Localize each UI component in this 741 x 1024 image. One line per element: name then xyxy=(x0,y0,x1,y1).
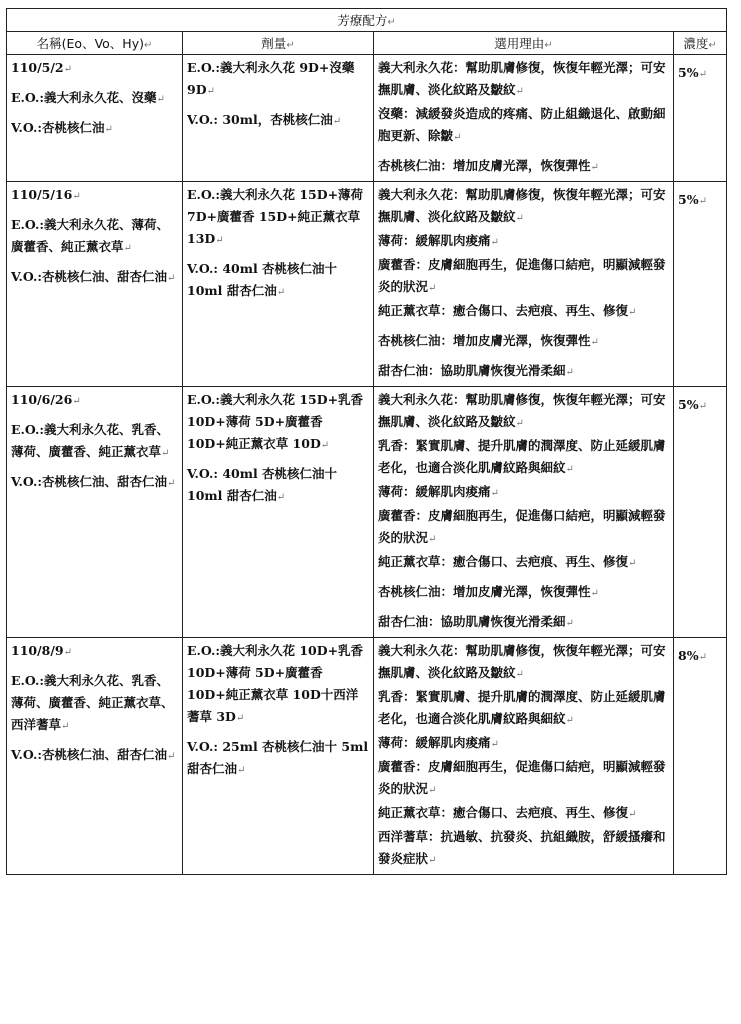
paragraph-mark-icon xyxy=(167,478,175,489)
formula-dose-cell-line xyxy=(187,640,369,730)
formula-dose-cell xyxy=(183,55,374,182)
formula-reason-cell-line xyxy=(378,581,669,605)
table-row xyxy=(7,55,727,182)
table-header-row xyxy=(7,32,727,55)
table-row xyxy=(7,638,727,875)
formula-name-cell-line xyxy=(11,744,178,768)
paragraph-mark-icon xyxy=(591,162,599,173)
formula-dose-cell-line xyxy=(187,736,369,782)
formula-name-cell-text: 110/5/16 xyxy=(11,187,73,202)
paragraph-mark-icon xyxy=(491,488,499,499)
formula-dose-cell xyxy=(183,182,374,387)
concentration-value: 5% xyxy=(678,397,699,412)
formula-name-cell-line xyxy=(11,670,178,738)
formula-name-cell-text: V.O.:杏桃核仁油、甜杏仁油 xyxy=(11,474,167,489)
formula-concentration-cell xyxy=(674,387,727,638)
paragraph-mark-icon xyxy=(566,715,574,726)
formula-dose-cell-text: E.O.:義大利永久花 10D+乳香 10D+薄荷 5D+廣藿香 10D+純正薰衣草 10D十西洋蓍草 3D xyxy=(187,643,364,724)
header-name: 名稱(Eo、Vo、Hy) ↵ xyxy=(7,32,183,55)
paragraph-mark-icon xyxy=(321,440,329,451)
paragraph-mark-icon xyxy=(105,124,113,135)
formula-name-cell-line xyxy=(11,266,178,290)
formula-name-cell-line xyxy=(11,117,178,141)
formula-name-cell xyxy=(7,182,183,387)
table-title: 芳療配方 ↵ xyxy=(7,9,727,32)
paragraph-mark-icon xyxy=(124,243,132,254)
formula-dose-cell xyxy=(183,387,374,638)
formula-concentration-cell xyxy=(674,182,727,387)
concentration-value: 5% xyxy=(678,192,699,207)
formula-name-cell-text: E.O.:義大利永久花、乳香、薄荷、廣藿香、純正薰衣草 xyxy=(11,422,170,459)
paragraph-mark-icon xyxy=(64,64,72,75)
aromatherapy-formula-table xyxy=(6,8,727,875)
formula-reason-cell-text: 甜杏仁油：協助肌膚恢復光滑柔細 xyxy=(378,363,566,378)
formula-dose-cell xyxy=(183,638,374,875)
concentration-value: 8% xyxy=(678,648,699,663)
formula-name-cell xyxy=(7,55,183,182)
paragraph-mark-icon xyxy=(167,273,175,284)
formula-name-cell xyxy=(7,387,183,638)
paragraph-mark-icon xyxy=(566,367,574,378)
formula-reason-cell-line xyxy=(378,360,669,384)
formula-name-cell-line xyxy=(11,184,178,208)
formula-dose-cell-text: E.O.:義大利永久花 15D+薄荷 7D+廣藿香 15D+純正薰衣草 13D xyxy=(187,187,364,246)
paragraph-mark-icon xyxy=(428,283,436,294)
paragraph-mark-icon xyxy=(428,855,436,866)
formula-dose-cell-text: E.O.:義大利永久花 15D+乳香 10D+薄荷 5D+廣藿香 10D+純正薰衣草 10D xyxy=(187,392,364,451)
paragraph-mark-icon xyxy=(591,337,599,348)
formula-name-cell-line xyxy=(11,214,178,260)
paragraph-mark-icon xyxy=(516,669,524,680)
paragraph-mark-icon xyxy=(699,69,707,80)
paragraph-mark-icon xyxy=(628,307,636,318)
formula-name-cell-line xyxy=(11,640,178,664)
formula-reason-cell-text: 沒藥：減緩發炎造成的疼痛、防止組織退化、啟動細胞更新、除皺 xyxy=(378,106,666,143)
paragraph-mark-icon xyxy=(333,116,341,127)
formula-dose-cell-line xyxy=(187,389,369,457)
formula-dose-cell-text: V.O.: 25ml 杏桃核仁油十 5ml 甜杏仁油 xyxy=(187,739,369,776)
paragraph-mark-icon xyxy=(428,785,436,796)
formula-reason-cell-line xyxy=(378,481,669,505)
paragraph-mark-icon xyxy=(157,94,165,105)
header-concentration: 濃度 ↵ xyxy=(674,32,727,55)
paragraph-mark-icon xyxy=(516,86,524,97)
formula-reason-cell-text: 乳香：緊實肌膚、提升肌膚的潤澤度、防止延緩肌膚老化，也適合淡化肌膚紋路與細紋 xyxy=(378,438,666,475)
formula-reason-cell-text: 薄荷：緩解肌肉痠痛 xyxy=(378,484,491,499)
formula-reason-cell-text: 杏桃核仁油：增加皮膚光澤，恢復彈性 xyxy=(378,333,591,348)
formula-reason-cell-text: 廣藿香：皮膚細胞再生，促進傷口結疤，明顯減輕發炎的狀況 xyxy=(378,759,666,796)
formula-dose-cell-text: V.O.: 40ml 杏桃核仁油十 10ml 甜杏仁油 xyxy=(187,261,338,298)
paragraph-mark-icon xyxy=(491,739,499,750)
table-row xyxy=(7,387,727,638)
formula-name-cell-text: 110/8/9 xyxy=(11,643,64,658)
formula-concentration-cell xyxy=(674,638,727,875)
formula-reason-cell-text: 薄荷：緩解肌肉痠痛 xyxy=(378,233,491,248)
paragraph-mark-icon xyxy=(566,618,574,629)
formula-name-cell-line xyxy=(11,471,178,495)
formula-dose-cell-line xyxy=(187,463,369,509)
paragraph-mark-icon xyxy=(237,765,245,776)
formula-dose-cell-line xyxy=(187,184,369,252)
formula-reason-cell-text: 義大利永久花：幫助肌膚修復，恢復年輕光澤；可安撫肌膚、淡化紋路及皺紋 xyxy=(378,643,666,680)
paragraph-mark-icon xyxy=(277,492,285,503)
paragraph-mark-icon xyxy=(167,751,175,762)
formula-reason-cell-line xyxy=(378,640,669,686)
formula-name-cell-text: E.O.:義大利永久花、薄荷、廣藿香、純正薰衣草 xyxy=(11,217,170,254)
formula-concentration-cell xyxy=(674,55,727,182)
formula-reason-cell-line xyxy=(378,230,669,254)
formula-name-cell-text: E.O.:義大利永久花、沒藥 xyxy=(11,90,157,105)
formula-reason-cell-text: 義大利永久花：幫助肌膚修復，恢復年輕光澤；可安撫肌膚、淡化紋路及皺紋 xyxy=(378,60,666,97)
paragraph-mark-icon xyxy=(699,652,707,663)
table-title-row xyxy=(7,9,727,32)
formula-name-cell-text: V.O.:杏桃核仁油、甜杏仁油 xyxy=(11,269,167,284)
paragraph-mark-icon xyxy=(699,401,707,412)
formula-reason-cell xyxy=(374,387,674,638)
paragraph-mark-icon xyxy=(699,196,707,207)
paragraph-mark-icon xyxy=(161,448,169,459)
formula-name-cell-line xyxy=(11,87,178,111)
formula-reason-cell-line xyxy=(378,802,669,826)
concentration-value: 5% xyxy=(678,65,699,80)
formula-reason-cell-line xyxy=(378,330,669,354)
formula-reason-cell-line xyxy=(378,57,669,103)
formula-reason-cell-line xyxy=(378,184,669,230)
paragraph-mark-icon xyxy=(453,132,461,143)
formula-reason-cell-text: 甜杏仁油：協助肌膚恢復光滑柔細 xyxy=(378,614,566,629)
formula-reason-cell-line xyxy=(378,551,669,575)
formula-reason-cell xyxy=(374,638,674,875)
paragraph-mark-icon xyxy=(236,713,244,724)
formula-dose-cell-text: V.O.: 30ml，杏桃核仁油 xyxy=(187,112,333,127)
formula-reason-cell-line xyxy=(378,611,669,635)
formula-name-cell-text: 110/5/2 xyxy=(11,60,64,75)
formula-name-cell xyxy=(7,638,183,875)
formula-name-cell-text: V.O.:杏桃核仁油 xyxy=(11,120,105,135)
paragraph-mark-icon xyxy=(428,534,436,545)
formula-reason-cell-text: 純正薰衣草：癒合傷口、去疤痕、再生、修復 xyxy=(378,303,629,318)
header-reason: 選用理由 ↵ xyxy=(374,32,674,55)
paragraph-mark-icon xyxy=(566,464,574,475)
paragraph-mark-icon xyxy=(628,558,636,569)
header-dose: 劑量 ↵ xyxy=(183,32,374,55)
formula-reason-cell xyxy=(374,55,674,182)
formula-reason-cell-line xyxy=(378,732,669,756)
paragraph-mark-icon xyxy=(491,237,499,248)
paragraph-mark-icon xyxy=(516,418,524,429)
formula-name-cell-line xyxy=(11,419,178,465)
formula-reason-cell-line xyxy=(378,103,669,149)
formula-reason-cell-text: 義大利永久花：幫助肌膚修復，恢復年輕光澤；可安撫肌膚、淡化紋路及皺紋 xyxy=(378,392,666,429)
formula-dose-cell-line xyxy=(187,57,369,103)
formula-name-cell-line xyxy=(11,57,178,81)
formula-reason-cell-line xyxy=(378,756,669,802)
formula-reason-cell-text: 杏桃核仁油：增加皮膚光澤，恢復彈性 xyxy=(378,584,591,599)
formula-reason-cell-text: 杏桃核仁油：增加皮膚光澤，恢復彈性 xyxy=(378,158,591,173)
formula-reason-cell xyxy=(374,182,674,387)
formula-dose-cell-text: E.O.:義大利永久花 9D+沒藥 9D xyxy=(187,60,355,97)
formula-reason-cell-text: 純正薰衣草：癒合傷口、去疤痕、再生、修復 xyxy=(378,805,629,820)
formula-reason-cell-line xyxy=(378,686,669,732)
formula-reason-cell-line xyxy=(378,155,669,179)
paragraph-mark-icon xyxy=(215,235,223,246)
paragraph-mark-icon xyxy=(207,86,215,97)
formula-reason-cell-text: 西洋蓍草：抗過敏、抗發炎、抗組織胺，舒緩搔癢和發炎症狀 xyxy=(378,829,666,866)
formula-reason-cell-line xyxy=(378,435,669,481)
paragraph-mark-icon xyxy=(591,588,599,599)
formula-dose-cell-text: V.O.: 40ml 杏桃核仁油十 10ml 甜杏仁油 xyxy=(187,466,338,503)
paragraph-mark-icon xyxy=(64,647,72,658)
formula-reason-cell-line xyxy=(378,300,669,324)
formula-reason-cell-line xyxy=(378,505,669,551)
paragraph-mark-icon xyxy=(277,287,285,298)
paragraph-mark-icon xyxy=(72,191,80,202)
formula-reason-cell-text: 薄荷：緩解肌肉痠痛 xyxy=(378,735,491,750)
formula-reason-cell-text: 廣藿香：皮膚細胞再生，促進傷口結疤，明顯減輕發炎的狀況 xyxy=(378,257,666,294)
formula-reason-cell-line xyxy=(378,389,669,435)
formula-name-cell-text: V.O.:杏桃核仁油、甜杏仁油 xyxy=(11,747,167,762)
paragraph-mark-icon xyxy=(628,809,636,820)
formula-name-cell-line xyxy=(11,389,178,413)
formula-name-cell-text: E.O.:義大利永久花、乳香、薄荷、廣藿香、純正薰衣草、西洋蓍草 xyxy=(11,673,174,732)
formula-dose-cell-line xyxy=(187,258,369,304)
formula-reason-cell-text: 純正薰衣草：癒合傷口、去疤痕、再生、修復 xyxy=(378,554,629,569)
formula-reason-cell-text: 廣藿香：皮膚細胞再生，促進傷口結疤，明顯減輕發炎的狀況 xyxy=(378,508,666,545)
formula-name-cell-text: 110/6/26 xyxy=(11,392,73,407)
paragraph-mark-icon xyxy=(516,213,524,224)
formula-dose-cell-line xyxy=(187,109,369,133)
formula-reason-cell-text: 乳香：緊實肌膚、提升肌膚的潤澤度、防止延緩肌膚老化，也適合淡化肌膚紋路與細紋 xyxy=(378,689,666,726)
formula-reason-cell-line xyxy=(378,826,669,872)
formula-reason-cell-line xyxy=(378,254,669,300)
table-row xyxy=(7,182,727,387)
formula-reason-cell-text: 義大利永久花：幫助肌膚修復，恢復年輕光澤；可安撫肌膚、淡化紋路及皺紋 xyxy=(378,187,666,224)
paragraph-mark-icon xyxy=(72,396,80,407)
paragraph-mark-icon xyxy=(61,721,69,732)
